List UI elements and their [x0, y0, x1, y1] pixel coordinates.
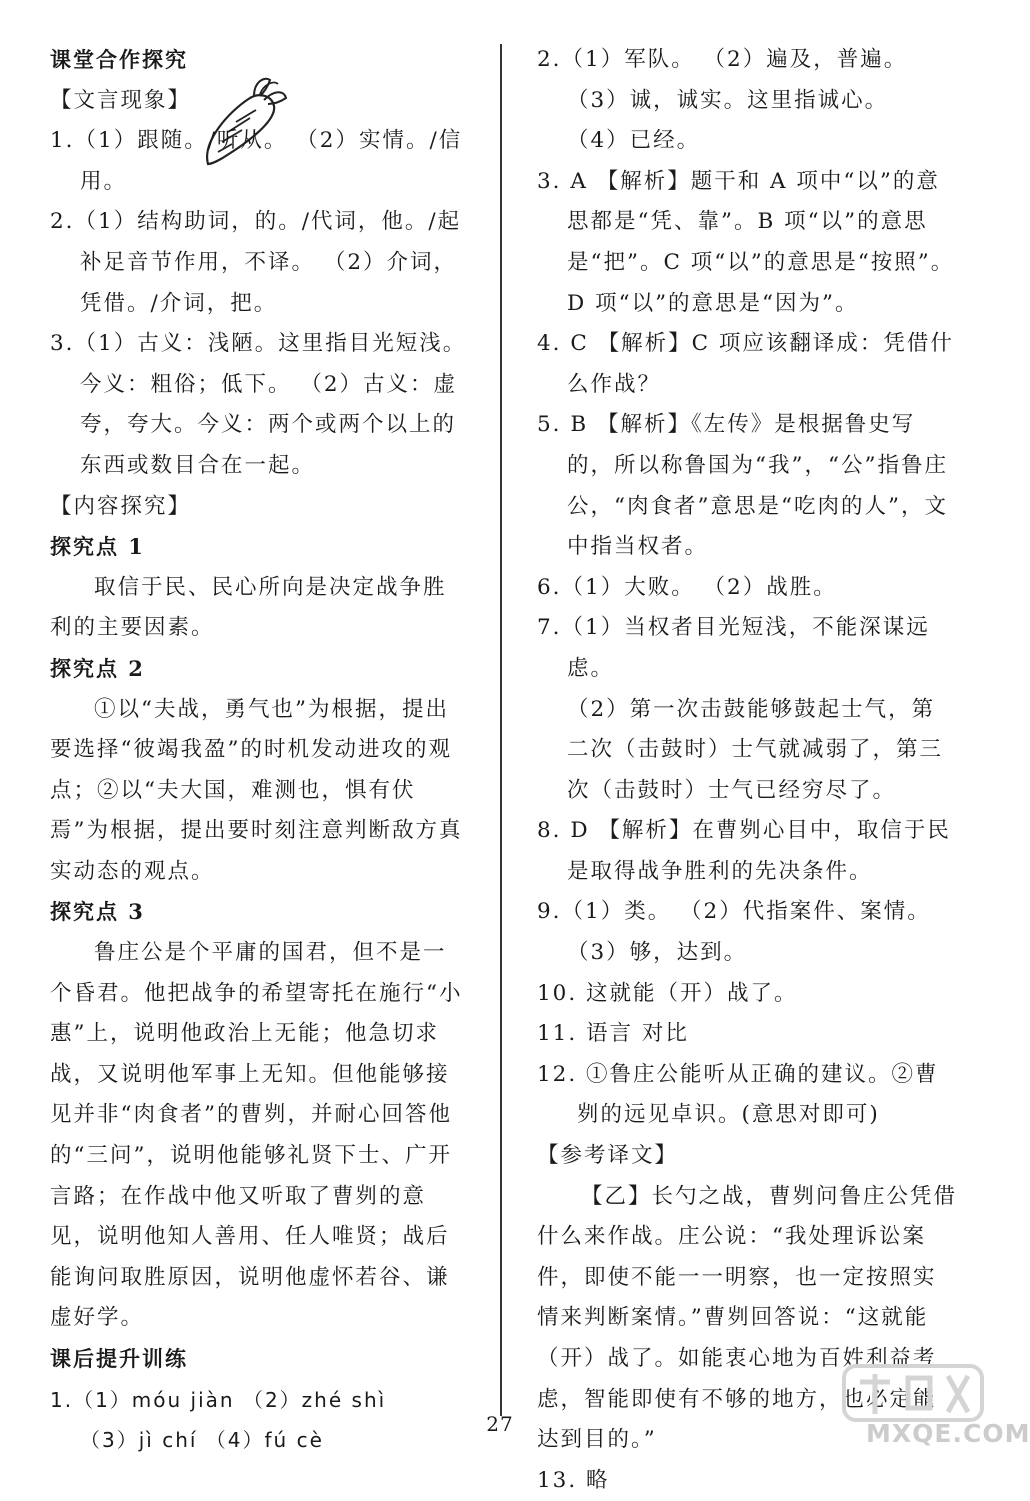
answer-6: 6.（1）大败。 （2）战胜。: [537, 574, 837, 600]
point-label-3: 探究点 3: [50, 899, 145, 925]
point-label-1: 探究点 1: [50, 534, 145, 560]
answer-4: 4. C 【解析】C 项应该翻译成：凭借什么作战？: [537, 331, 954, 397]
column-divider: [500, 44, 502, 1416]
left-column: [50, 40, 468, 1461]
answer-7-1: 7.（1）当权者目光短浅，不能深谋远虑。: [537, 615, 930, 681]
page-number: 27: [486, 1412, 514, 1436]
watermark-text: MXQE.COM: [866, 1419, 1030, 1448]
answer-13: 13. 略: [537, 1467, 610, 1493]
wenyan-item-3: 3.（1）古义：浅陋。这里指目光短浅。今义：粗俗；低下。 （2）古义：虚夸，夸大。今义：两个或两个以上的东西或数目合在一起。: [50, 331, 467, 478]
point-text-1: 取信于民、民心所向是决定战争胜利的主要因素。: [50, 574, 447, 641]
wenyan-item-2: 2.（1）结构助词，的。/代词，他。/起补足音节作用，不译。 （2）介词，凭借。/介词，把。: [50, 209, 462, 316]
answer-5: 5. B 【解析】《左传》是根据鲁史写的，所以称鲁国为“我”，“公”指鲁庄公，“肉食者”意思是“吃肉的人”，文中指当权者。: [537, 412, 948, 560]
answer-9-1: 9.（1）类。 （2）代指案件、案情。: [537, 899, 931, 925]
reference-translation: 【乙】长勺之战，曹刿问鲁庄公凭借什么来作战。庄公说：“我处理诉讼案件，即使不能一一明察，也一定按照实情来判断案情。”曹刿回答说：“这就能（开）战了。如能衷心地为百姓利益考虑，智能即使有不够的地方，也必定能达到目的。”: [537, 1183, 958, 1453]
wenyan-header: 【文言现象】: [50, 87, 192, 113]
point-label-2: 探究点 2: [50, 655, 145, 681]
answer-2-3: （3）诚，诚实。这里指诚心。: [567, 87, 889, 113]
answer-11: 11. 语言 对比: [537, 1021, 689, 1047]
answer-12: 12. ①鲁庄公能听从正确的建议。②曹刿的远见卓识。(意思对即可): [537, 1061, 939, 1128]
answer-3: 3. A 【解析】题干和 A 项中“以”的意思都是“凭、靠”。B 项“以”的意思是“把”。C 项“以”的意思是“按照”。D 项“以”的意思是“因为”。: [537, 168, 955, 316]
answer-10: 10. 这就能（开）战了。: [537, 980, 798, 1006]
point-text-2: ①以“夫战，勇气也”为根据，提出要选择“彼竭我盈”的时机发动进攻的观点；②以“夫大国，难测也，惧有伏焉”为根据，提出要时刻注意判断敌方真实动态的观点。: [50, 696, 463, 884]
answer-2-1: 2.（1）军队。 （2）遍及，普遍。: [537, 47, 908, 72]
right-column: [537, 40, 957, 1501]
answer-8: 8. D 【解析】在曹刿心目中，取信于民是取得战争胜利的先决条件。: [537, 818, 951, 884]
section-title-classroom: 课堂合作探究: [50, 47, 188, 72]
wenyan-item-1: 1.（1）跟随。/听从。 （2）实情。/信用。: [50, 128, 463, 194]
section-title-training: 课后提升训练: [50, 1346, 188, 1371]
point-text-3: 鲁庄公是个平庸的国君，但不是一个昏君。他把战争的希望寄托在施行“小惠”上，说明他政治上无能；他急切求战，又说明他军事上无知。但他能够接见并非“肉食者”的曹刿，并耐心回答他的“三问”，说明他能够礼贤下士、广开言路；在作战中他又听取了曹刿的意见，说明他知人善用、任人唯贤；战后能询问取胜原因，说明他虚怀若谷、谦虚好学。: [50, 940, 463, 1331]
pinyin-line-1: 1.（1）móu jiàn （2）zhé shì: [50, 1387, 387, 1412]
answer-9-3: （3）够，达到。: [567, 940, 748, 966]
pinyin-line-2: （3）jì chí （4）fú cè: [80, 1428, 324, 1453]
answer-2-4: （4）已经。: [567, 128, 701, 154]
neirong-header: 【内容探究】: [50, 493, 192, 519]
reference-header: 【参考译文】: [537, 1143, 679, 1169]
answer-7-2: （2）第一次击鼓能够鼓起士气，第二次（击鼓时）士气就减弱了，第三次（击鼓时）士气已经穷尽了。: [567, 696, 944, 803]
